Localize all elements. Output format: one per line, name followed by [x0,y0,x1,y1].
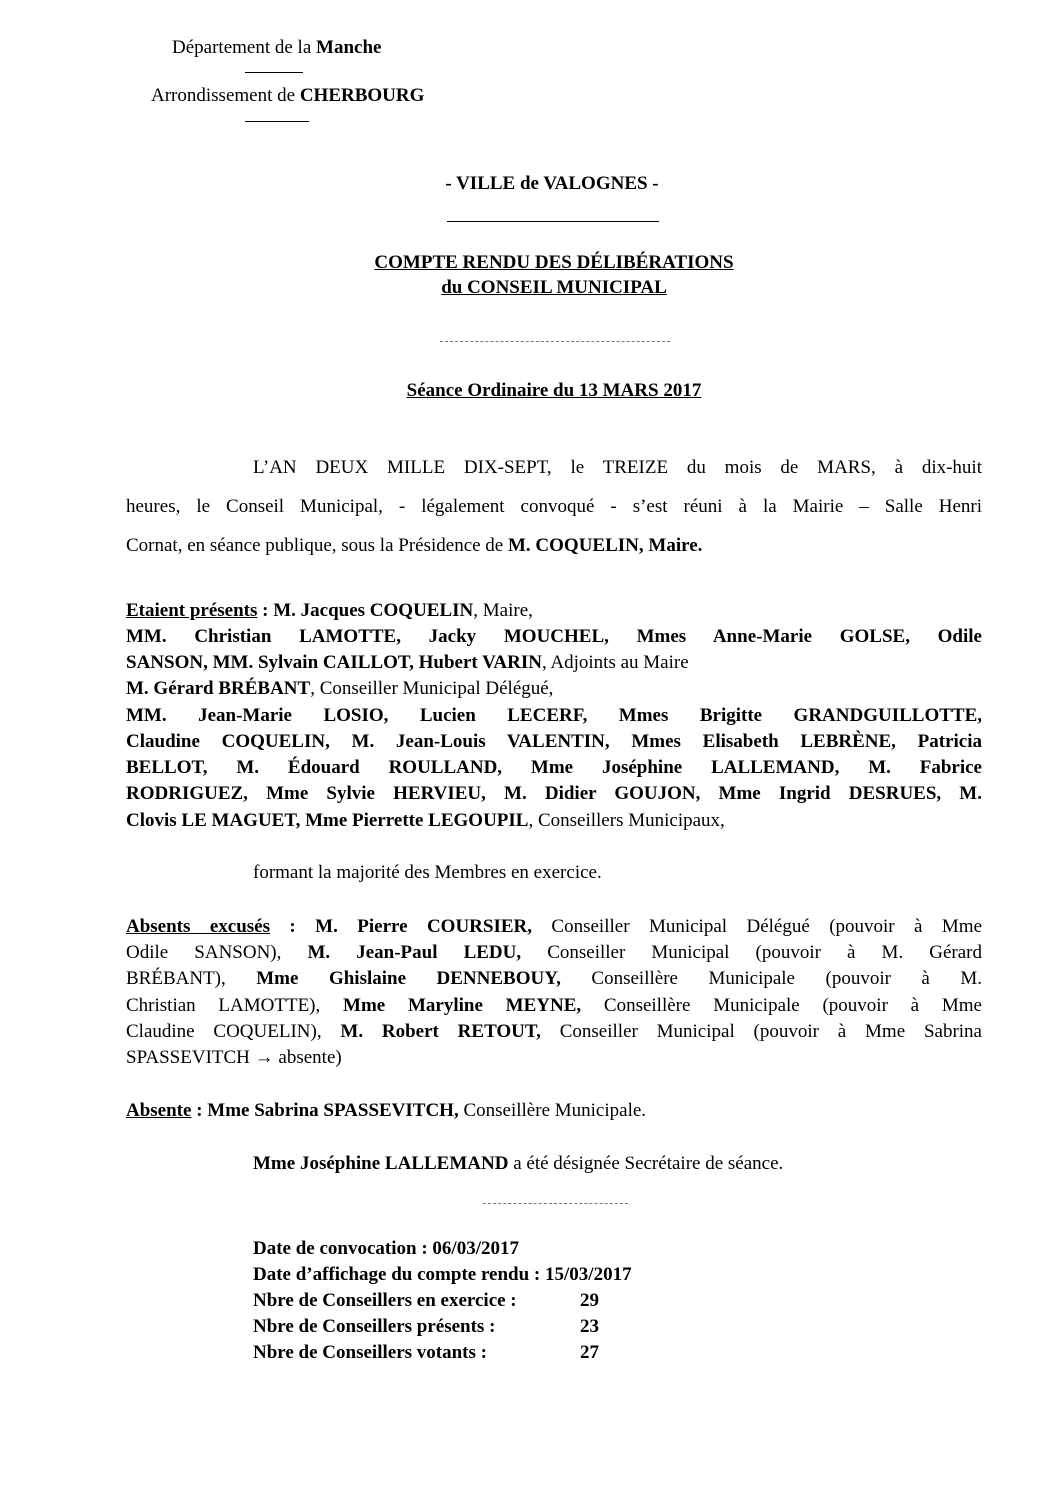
intro-line-3 [126,533,702,559]
presents-line-5: MM. Jean-Marie LOSIO, Lucien LECERF, Mmes Brigitte GRANDGUILLOTTE, [126,705,982,726]
absent-1-name: M. Pierre COURSIER, [315,916,533,937]
absents-line-2 [126,940,982,966]
absent-2-role: Conseiller Municipal (pouvoir à M. Gérard [521,942,983,963]
absents-label: Absents excusés [126,916,270,937]
president-name: M. COQUELIN, Maire. [508,535,703,556]
secretaire-dotted-rule [483,1203,628,1204]
absent-4-name: Mme Maryline MEYNE, [343,995,582,1016]
absents-line-3 [126,966,982,992]
arrondissement-prefix: Arrondissement de [151,85,300,106]
departement-name: Manche [316,37,382,58]
presents-sep: : [257,600,274,621]
absents-line-3-start: BRÉBANT), [126,968,257,989]
absente-label: Absente [126,1100,192,1121]
absent-5-role: Conseiller Municipal (pouvoir à Mme Sabrina [540,1021,982,1042]
intro-line-2: heures, le Conseil Municipal, - légalement convoqué - s’est réuni à la Mairie – Salle Henri [126,496,982,517]
absents-line-5 [126,1019,982,1045]
presents-line-9 [126,808,982,834]
conseillers-exercice-value: 29 [580,1290,599,1311]
date-affichage: Date d’affichage du compte rendu : 15/03/2017 [253,1264,632,1285]
absents-line-1 [126,914,982,940]
presents-line-8: RODRIGUEZ, Mme Sylvie HERVIEU, M. Didier GOUJON, Mme Ingrid DESRUES, M. [126,783,982,804]
departement-rule [245,72,303,73]
title-dotted-rule [440,341,670,342]
ville-rule [447,221,659,222]
conseillers-votants-label: Nbre de Conseillers votants : [253,1342,487,1363]
absente-role: Conseillère Municipale. [458,1100,647,1121]
secretaire-line [253,1151,783,1177]
conseillers-exercice-label: Nbre de Conseillers en exercice : [253,1290,517,1311]
secretaire-name: Mme Joséphine LALLEMAND [253,1153,509,1174]
document-title-1: COMPTE RENDU DES DÉLIBÉRATIONS [374,252,734,273]
departement-prefix: Département de la [172,37,317,58]
intro-line-3-text: Cornat, en séance publique, sous la Présidence de [126,535,508,556]
absent-2-name: M. Jean-Paul LEDU, [307,942,522,963]
arrondissement-line [151,84,424,108]
majorite-line: formant la majorité des Membres en exercice. [253,862,602,883]
conseillers-presents [253,1314,599,1340]
presents-line-7: BELLOT, M. Édouard ROULLAND, Mme Joséphine LALLEMAND, M. Fabrice [126,757,982,778]
maire-role: , Maire, [473,600,533,621]
presents-line-2: MM. Christian LAMOTTE, Jacky MOUCHEL, Mmes Anne-Marie GOLSE, Odile [126,626,982,647]
absents-line-5-start: Claudine COQUELIN), [126,1021,341,1042]
maire-name: M. Jacques COQUELIN [273,600,474,621]
date-convocation: Date de convocation : 06/03/2017 [253,1238,519,1259]
adjoints-names: SANSON, MM. Sylvain CAILLOT, Hubert VARIN [126,652,542,673]
adjoints-role: , Adjoints au Maire [541,652,689,673]
absente-name: Mme Sabrina SPASSEVITCH, [207,1100,459,1121]
presents-label: Etaient présents [126,600,258,621]
conseillers-role: , Conseillers Municipaux, [528,810,725,831]
absent-1-role: Conseiller Municipal Délégué (pouvoir à Mme [532,916,983,937]
ville-title: - VILLE de VALOGNES - [445,173,659,194]
presents-line-3 [126,650,982,676]
absente-line [126,1098,982,1124]
conseillers-votants [253,1340,599,1366]
presents-line-4 [126,676,982,702]
conseillers-votants-value: 27 [580,1342,599,1363]
absents-sep: : [269,916,316,937]
arrondissement-name: CHERBOURG [299,85,425,106]
presents-line-1 [126,598,982,624]
absent-5-name: M. Robert RETOUT, [340,1021,541,1042]
conseillers-presents-label: Nbre de Conseillers présents : [253,1316,496,1337]
delegue-name: M. Gérard BRÉBANT [126,678,311,699]
absent-3-role: Conseillère Municipale (pouvoir à M. [560,968,982,989]
absents-line-6: SPASSEVITCH → absente) [126,1047,342,1068]
presents-line-6: Claudine COQUELIN, M. Jean-Louis VALENTIN, Mmes Elisabeth LEBRÈNE, Patricia [126,731,982,752]
arrondissement-rule [245,121,309,122]
secretaire-role: a été désignée Secrétaire de séance. [508,1153,784,1174]
conseillers-exercice [253,1288,599,1314]
absente-sep: : [191,1100,208,1121]
intro-line-1: L’AN DEUX MILLE DIX-SEPT, le TREIZE du mois de MARS, à dix-huit [253,457,982,478]
absents-line-2-start: Odile SANSON), [126,942,308,963]
document-title-2: du CONSEIL MUNICIPAL [441,277,667,298]
conseillers-names-end: Clovis LE MAGUET, Mme Pierrette LEGOUPIL [126,810,529,831]
absent-3-name: Mme Ghislaine DENNEBOUY, [256,968,561,989]
departement-line [172,36,381,60]
seance-title: Séance Ordinaire du 13 MARS 2017 [406,380,702,401]
absents-line-4 [126,993,982,1019]
absents-line-4-start: Christian LAMOTTE), [126,995,344,1016]
absent-4-role: Conseillère Municipale (pouvoir à Mme [581,995,982,1016]
conseillers-presents-value: 23 [580,1316,599,1337]
delegue-role: , Conseiller Municipal Délégué, [310,678,554,699]
